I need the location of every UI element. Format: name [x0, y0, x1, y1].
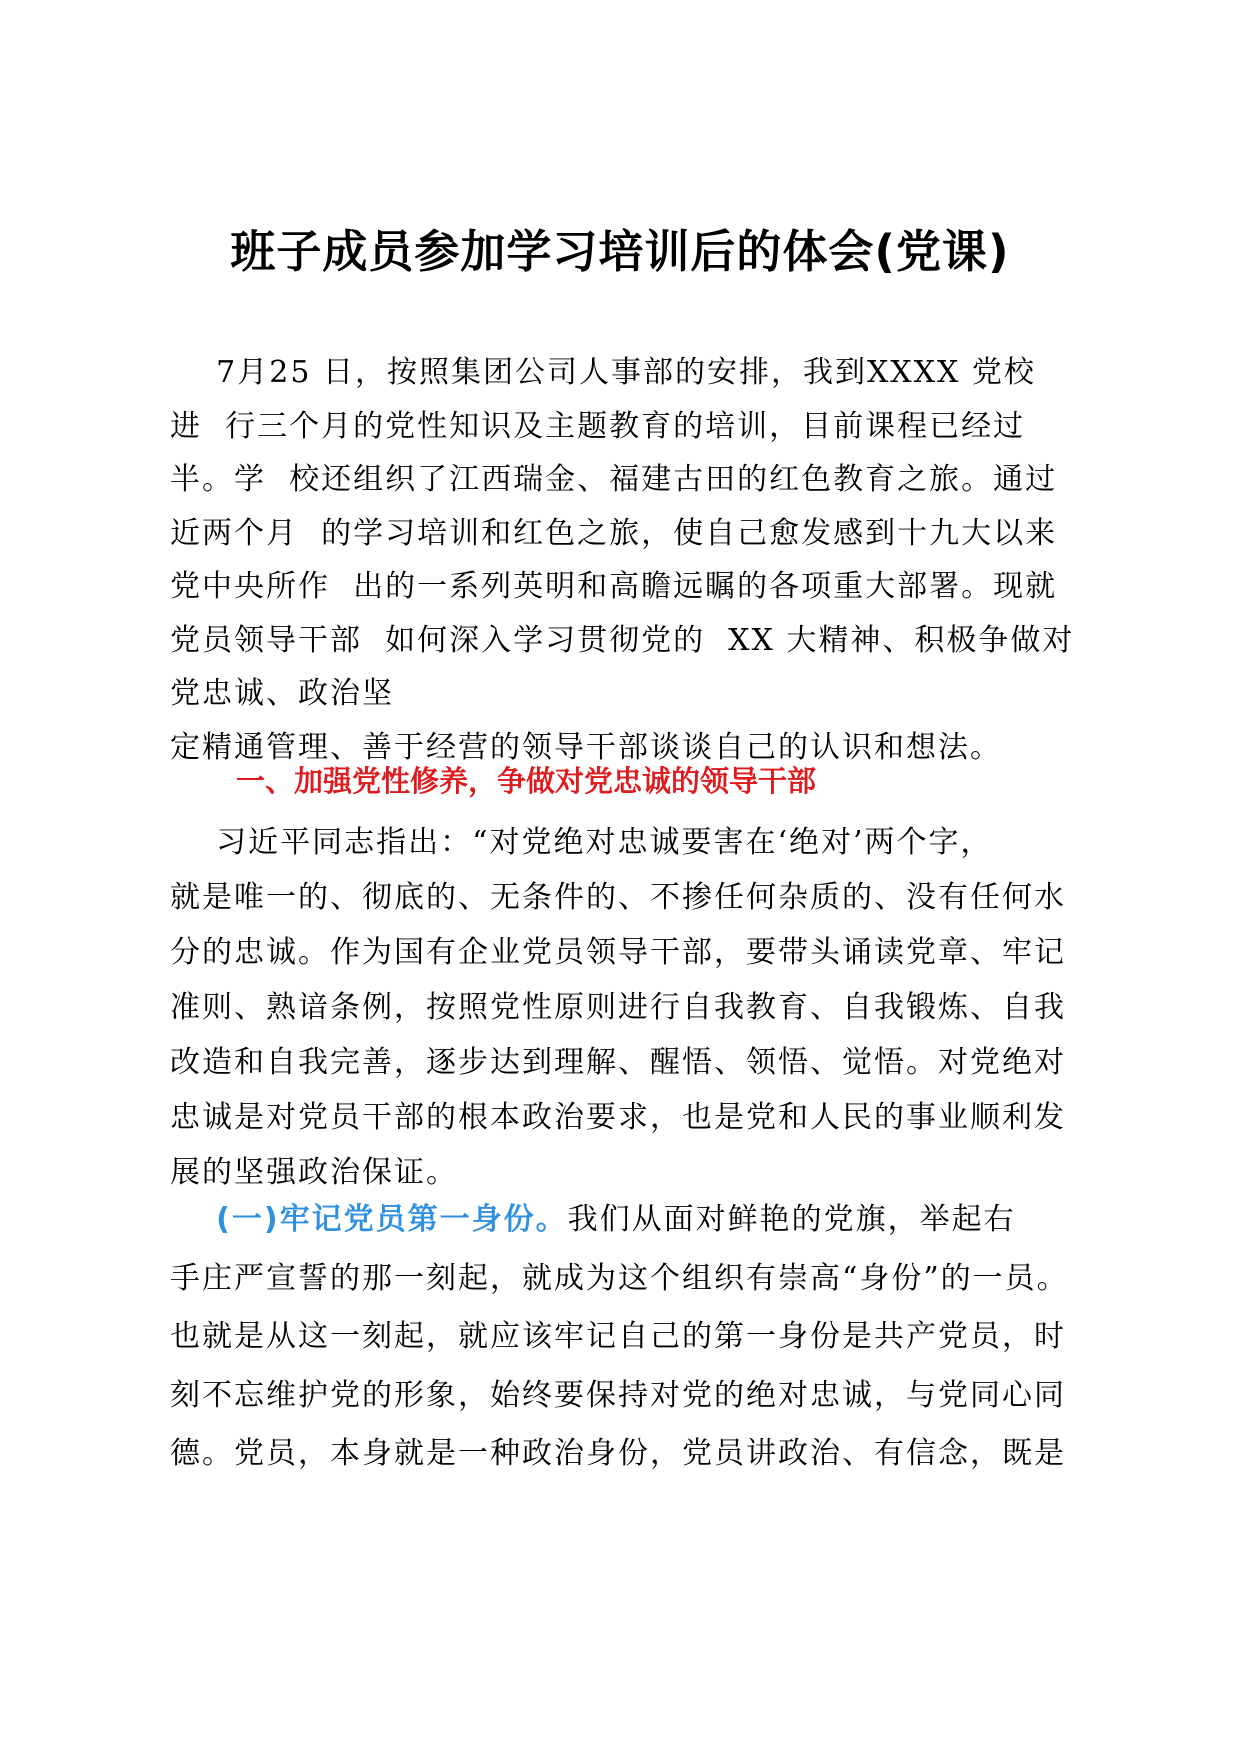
text-line: 7月25 日，按照集团公司人事部的安排，我到XXXX 党校: [170, 355, 1036, 390]
text-line: 近两个月 的学习培训和红色之旅，使自己愈发感到十九大以来: [170, 515, 1058, 551]
text-line: 手庄严宣誓的那一刻起，就成为这个组织有崇高“身份”的一员。: [170, 1260, 1069, 1296]
text-line: 半。学 校还组织了江西瑞金、福建古田的红色教育之旅。通过: [170, 462, 1058, 497]
text-line: 党员领导干部 如何深入学习贯彻党的 XX 大精神、积极争做对: [170, 622, 1075, 658]
text-line: 党忠诚、政治坚: [170, 676, 394, 711]
text-line: 分的忠诚。作为国有企业党员领导干部，要带头诵读党章、牢记: [170, 935, 1066, 970]
text-line: [170, 1191, 1075, 1250]
intro-paragraph: [170, 346, 1075, 774]
text-line: 展的坚强政治保证。: [170, 1155, 458, 1190]
text-line: 准则、熟谙条例，按照党性原则进行自我教育、自我锻炼、自我: [170, 990, 1066, 1025]
section-heading: 一、加强党性修养，争做对党忠诚的领导干部: [236, 764, 817, 798]
document-title: 班子成员参加学习培训后的体会(党课): [230, 225, 1010, 278]
text-line: 就是唯一的、彻底的、无条件的、不掺任何杂质的、没有任何水: [170, 880, 1066, 915]
text-line: 也就是从这一刻起，就应该牢记自己的第一身份是共产党员，时: [170, 1319, 1066, 1354]
text-line: 习近平同志指出：“对党绝对忠诚要害在‘绝对’两个字，: [170, 825, 993, 860]
text-line: 刻不忘维护党的形象，始终要保持对党的绝对忠诚，与党同心同: [170, 1377, 1066, 1413]
text-line: 党中央所作 出的一系列英明和高瞻远瞩的各项重大部署。现就: [170, 569, 1058, 604]
text-line: 进 行三个月的党性知识及主题教育的培训，目前课程已经过: [170, 408, 1026, 444]
subsection-first-line-text: 我们从面对鲜艳的党旗，举起右: [567, 1202, 1016, 1237]
text-line: 忠诚是对党员干部的根本政治要求，也是党和人民的事业顺利发: [170, 1100, 1066, 1135]
subsection-heading: (一)牢记党员第一身份。: [216, 1202, 568, 1237]
section-paragraph: [170, 815, 1075, 1200]
text-line: 定精通管理、善于经营的领导干部谈谈自己的认识和想法。: [170, 729, 1002, 765]
subsection-paragraph: [170, 1191, 1075, 1484]
text-line: 德。党员，本身就是一种政治身份，党员讲政治、有信念，既是: [170, 1436, 1066, 1471]
text-line: 改造和自我完善，逐步达到理解、醒悟、领悟、觉悟。对党绝对: [170, 1045, 1066, 1080]
